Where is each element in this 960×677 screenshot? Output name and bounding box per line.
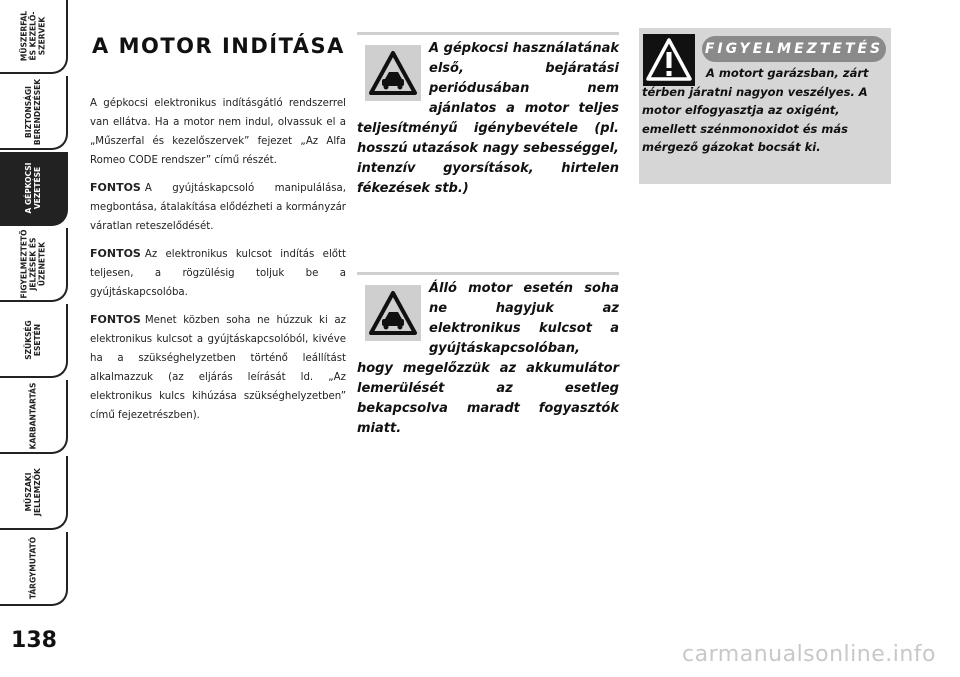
note-paragraph bbox=[90, 310, 346, 425]
tab-label: A GÉPKOCSI VEZETÉSE bbox=[24, 162, 42, 214]
warning-text: A motort garázsban, zárt térben járatni nagyon veszélyes. A motor elfogyasztja az oxigént, emellett szénmonoxidot és más mérgező gázokat bocsát ki. bbox=[642, 66, 869, 154]
tab-targymutato[interactable] bbox=[0, 532, 68, 606]
tab-label: TÁRGYMUTATÓ bbox=[28, 536, 38, 600]
warning-heading: FIGYELMEZTETÉS bbox=[702, 36, 886, 62]
note-text: Álló motor esetén soha ne hagyjuk az elektronikus kulcsot a gyújtáskapcsolóban, hogy megelőzzük az akkumulátor lemerülését az esetleg bekapcsolva maradt fogyasztók miatt. bbox=[357, 281, 619, 436]
tab-label: MŰSZAKI JELLEMZŐK bbox=[24, 468, 42, 516]
chapter-sidebar bbox=[0, 0, 74, 677]
tab-label: FIGYELMEZTETŐ JELZÉSEK ÉS ÜZENETEK bbox=[19, 229, 47, 299]
page-number: 138 bbox=[11, 628, 57, 653]
note-text: Menet közben soha ne húzzuk ki az elektronikus kulcsot a gyújtáskapcsolóból, kivéve ha a szükséghelyzetben történő leállítást alkalmazzuk (az eljárás leírását ld. „Az elektronikus kulcs kihúzása szükséghelyzetben” című fejezetrészben). bbox=[90, 315, 346, 421]
watermark: carmanualsonline.info bbox=[682, 642, 936, 667]
note-text: Az elektronikus kulcsot indítás előtt teljesen, a rögzülésig toljuk be a gyújtáskapcsolóba. bbox=[90, 249, 346, 298]
section-title: A MOTOR INDÍTÁSA bbox=[92, 34, 345, 58]
tab-biztonsagi[interactable] bbox=[0, 76, 68, 150]
tab-label: BIZTONSÁGI BERENDEZÉSEK bbox=[24, 78, 42, 146]
note-paragraph bbox=[90, 178, 346, 236]
car-warning-triangle-icon bbox=[365, 285, 421, 341]
car-warning-triangle-icon bbox=[365, 45, 421, 101]
tab-label: KARBANTARTÁS bbox=[28, 382, 38, 450]
tab-label: SZÜKSÉG ESETÉN bbox=[24, 320, 42, 360]
note-paragraph bbox=[90, 244, 346, 302]
keyword: FONTOS bbox=[90, 247, 141, 260]
tab-muszerfal[interactable] bbox=[0, 0, 68, 74]
tab-muszaki-jellemzok[interactable] bbox=[0, 456, 68, 530]
note-text: A gépkocsi használatának első, bejáratási periódusában nem ajánlatos a motor teljes teljesítményű igénybevétele (pl. hosszú utazások nagy sebességgel, intenzív gyorsítások, hirtelen fékezések stb.) bbox=[357, 41, 619, 196]
tab-gepkocsi-vezetese[interactable] bbox=[0, 152, 68, 226]
tab-label: MŰSZERFAL ÉS KEZELŐ- SZERVEK bbox=[19, 10, 47, 62]
tab-figyelmezteto[interactable] bbox=[0, 228, 68, 302]
note-text: A gyújtáskapcsoló manipulálása, megbontása, átalakítása elődézheti a kormányzár váratlan reteszelődését. bbox=[90, 183, 346, 232]
body-text bbox=[90, 94, 346, 433]
intro-paragraph: A gépkocsi elektronikus indításgátló rendszerrel van ellátva. Ha a motor nem indul, olvassuk el a „Műszerfal és kezelőszervek” fejezet „Az Alfa Romeo CODE rendszer” című részét. bbox=[90, 98, 346, 166]
tab-szukseg-eseten[interactable] bbox=[0, 304, 68, 378]
tab-karbantartas[interactable] bbox=[0, 380, 68, 454]
keyword: FONTOS bbox=[90, 181, 141, 194]
caution-note-break-in bbox=[357, 32, 619, 199]
caution-note-key bbox=[357, 272, 619, 439]
keyword: FONTOS bbox=[90, 313, 141, 326]
